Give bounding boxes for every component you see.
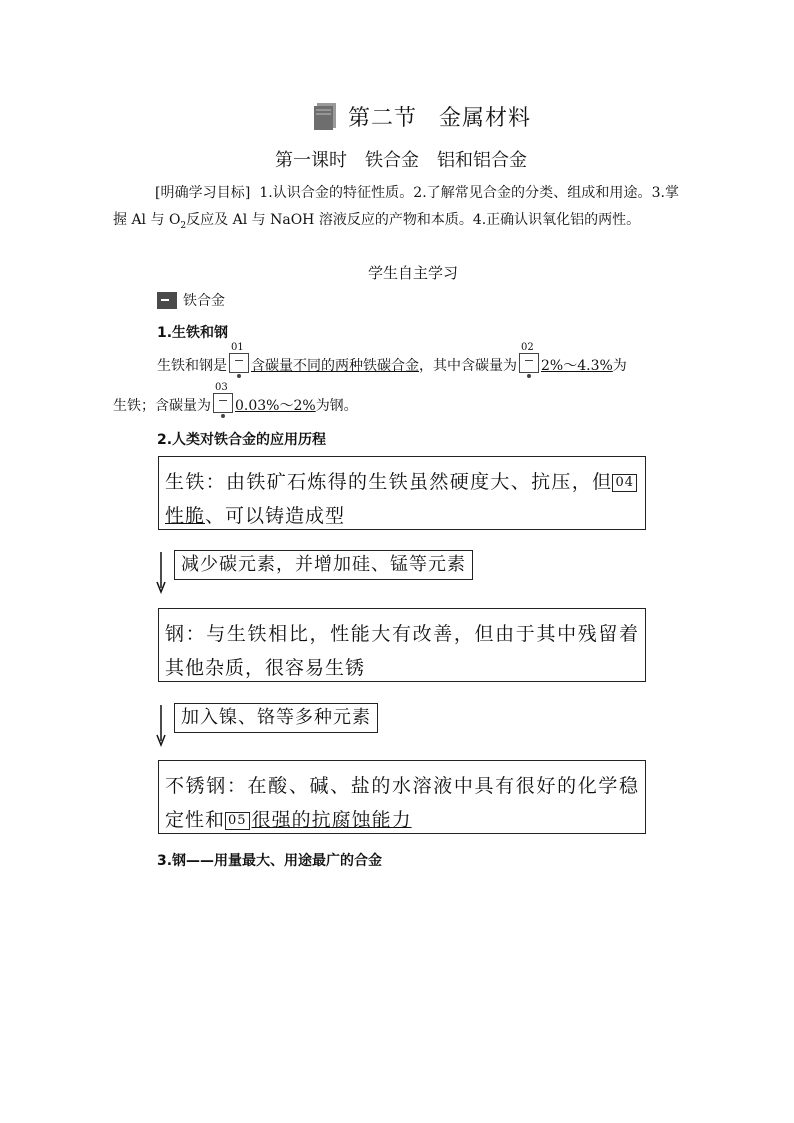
process-step-2: 加入镍、铬等多种元素 [174,703,378,733]
marker-number: 01 [231,342,244,353]
answer-04: 性脆 [165,505,206,527]
subscript-2: 2 [180,220,187,231]
answer-marker-05: 05 [225,812,250,830]
lesson-topic-2: 铝和铝合金 [437,150,527,171]
text-segment: 为钢。 [315,398,358,414]
paragraph-1-line-2 [113,382,685,426]
objectives-text-1: 1.认识合金的特征性质。2.了解常见合金的分类、组成和用途。3.掌握 Al 与 O [113,185,679,228]
part-header [157,290,225,310]
subheading-1: 1.生铁和钢 [157,325,229,341]
answer-marker-01 [229,342,249,373]
section-heading: 学生自主学习 [368,264,459,282]
text-segment: 为 [612,358,627,374]
flow-box-text: 不锈钢：在酸、碱、盐的水溶液中具有很好的化学稳定性和 [165,775,639,831]
part-label: 铁合金 [183,293,225,309]
marker-dash [235,360,243,361]
lesson-topic-1: 铁合金 [365,150,419,171]
paragraph-1-line-1 [157,342,687,386]
flow-box-steel [158,608,646,682]
marker-dot [221,414,225,418]
flow-box-stainless-steel [158,760,646,834]
lesson-title [275,146,527,172]
chapter-title [312,98,531,134]
chapter-name: 金属材料 [439,105,532,131]
lesson-period: 第一课时 [275,150,347,171]
flow-box-text: 生铁：由铁矿石炼得的生铁虽然硬度大、抗压，但 [165,471,613,493]
text-segment: 生铁；含碳量为 [113,398,211,414]
down-arrow-icon [154,550,168,594]
objectives-text-2: 反应及 Al 与 NaOH 溶液反应的产物和本质。4.正确认识氧化铝的两性。 [186,212,641,228]
text-segment: 生铁和钢是 [157,358,227,374]
marker-dash [525,360,533,361]
answer-03: 0.03%～2% [235,398,316,414]
answer-marker-02 [519,342,539,373]
marker-dash [219,400,227,401]
text-segment: ，其中含碳量为 [419,358,517,374]
marker-dot [237,374,241,378]
marker-number: 03 [215,382,228,393]
learning-objectives [113,180,679,240]
section-tag-icon [157,292,177,309]
flow-box-pig-iron [158,456,646,530]
answer-05: 很强的抗腐蚀能力 [251,809,412,831]
marker-dot [527,374,531,378]
answer-marker-03 [213,382,233,413]
answer-01: 含碳量不同的两种铁碳合金 [251,358,419,374]
marker-number: 02 [521,342,534,353]
subheading-3: 3.钢——用量最大、用途最广的合金 [157,853,383,869]
chapter-number: 第二节 [348,105,418,131]
objectives-label: [明确学习目标] [155,185,251,201]
process-step-1: 减少碳元素，并增加硅、锰等元素 [174,550,473,580]
subheading-2: 2.人类对铁合金的应用历程 [157,432,327,448]
book-icon [312,101,338,131]
answer-02: 2%～4.3% [541,358,613,374]
flow-box-text: 、可以铸造成型 [205,505,346,527]
down-arrow-icon [154,703,168,747]
flow-box-text: 钢：与生铁相比，性能大有改善，但由于其中残留着其他杂质，很容易生锈 [165,623,639,679]
answer-marker-04: 04 [612,474,637,492]
